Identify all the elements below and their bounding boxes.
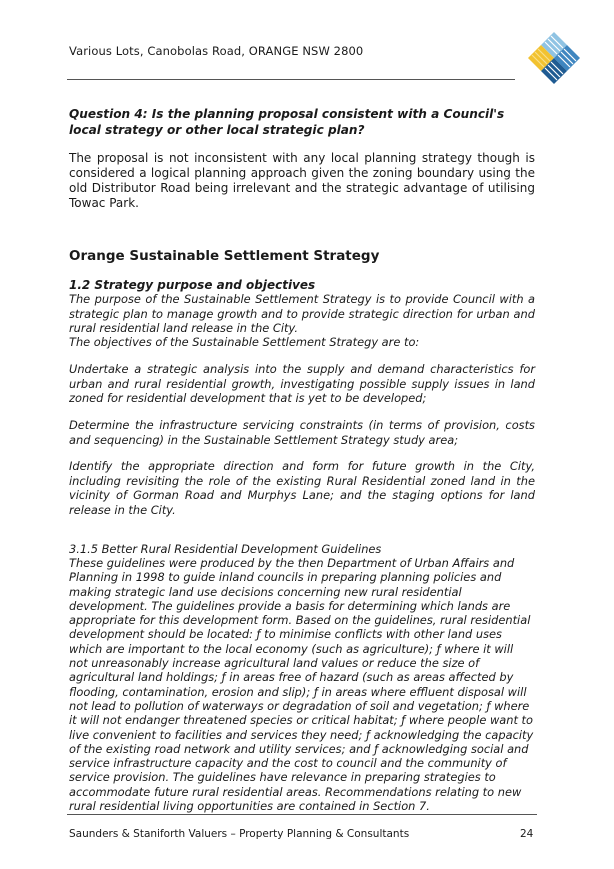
guidelines-title: 3.1.5 Better Rural Residential Development Guidelines bbox=[69, 542, 382, 556]
objective-item: Determine the infrastructure servicing constraints (in terms of provision, costs and sequencing) in the Sustainable Settlement Strategy study area; bbox=[69, 418, 535, 447]
question-4-heading: Question 4: Is the planning proposal consistent with a Council's local strategy or other local strategic plan? bbox=[69, 107, 505, 137]
footer-company: Saunders & Staniforth Valuers – Property Planning & Consultants bbox=[69, 828, 410, 840]
company-logo-icon bbox=[528, 30, 580, 86]
guidelines-paragraph: These guidelines were produced by the then Department of Urban Affairs and Planning in 1998 to guide inland councils in preparing planning policies and making strategic land use decisions concerning new rural residential development. The guidelines provide a basis for determining which lands are appropriate for this development form. Based on the guidelines, rural residential development should be located: ƒ to minimise conflicts with other land uses which are important to the local economy (such as agriculture); ƒ where it will not unreasonably increase agricultural land values or reduce the size of agricultural land holdings; ƒ in areas free of hazard (such as areas affected by flooding, contamination, erosion and slip); ƒ in areas where effluent disposal will not lead to pollution of waterways or degradation of soil and vegetation; ƒ where it will not endanger threatened species or critical habitat; ƒ where people want to live convenient to facilities and services they need; ƒ acknowledging the capacity of the existing road network and utility services; and ƒ acknowledging social and service infrastructure capacity and the cost to council and the community of service provision. The guidelines have relevance in preparing strategies to accommodate future rural residential areas. Recommendations relating to new rural residential living opportunities are contained in Section 7. bbox=[69, 556, 534, 814]
header-divider bbox=[67, 79, 515, 80]
purpose-paragraph: The purpose of the Sustainable Settlement Strategy is to provide Council with a strategic plan to manage growth and to provide strategic direction for urban and rural residential land release in the City. bbox=[69, 292, 535, 335]
footer-divider bbox=[67, 814, 537, 815]
objective-item: Identify the appropriate direction and form for future growth in the City, including revisiting the role of the existing Rural Residential zoned land in the vicinity of Gorman Road and Murphys Lane; and the staging options for land release in the City. bbox=[69, 459, 535, 517]
header-address: Various Lots, Canobolas Road, ORANGE NSW 2800 bbox=[69, 44, 364, 58]
logo-diamond bbox=[528, 32, 580, 84]
page-number: 24 bbox=[520, 828, 534, 840]
section-heading: Orange Sustainable Settlement Strategy bbox=[69, 248, 380, 264]
objectives-intro: The objectives of the Sustainable Settlement Strategy are to: bbox=[69, 335, 420, 349]
subsection-title: 1.2 Strategy purpose and objectives bbox=[69, 278, 316, 292]
question-4-answer: The proposal is not inconsistent with any local planning strategy though is considered a logical planning approach given the zoning boundary using the old Distributor Road being irrelevant and the strategic advantage of utilising Towac Park. bbox=[69, 151, 535, 210]
objective-item: Undertake a strategic analysis into the supply and demand characteristics for urban and rural residential growth, investigating possible supply issues in land zoned for residential development that is yet to be developed; bbox=[69, 362, 535, 405]
